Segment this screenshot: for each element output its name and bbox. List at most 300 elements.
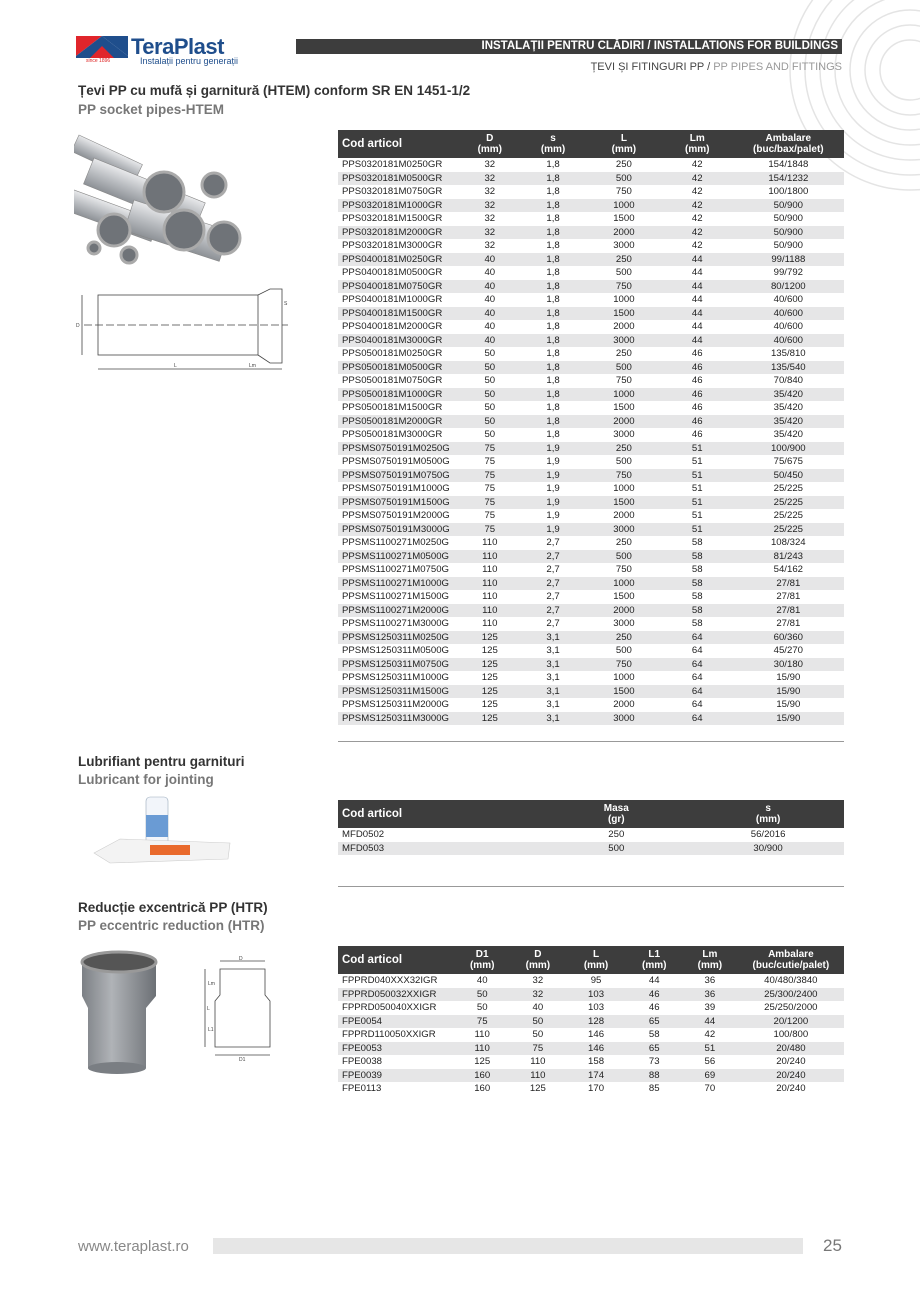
value-cell: 1,8 (520, 334, 586, 348)
value-cell: 1,8 (546, 294, 560, 305)
value-cell: 81/243 (733, 550, 844, 564)
value-cell: 51 (662, 469, 733, 483)
value-cell: 3,1 (520, 658, 586, 672)
table-row (338, 563, 844, 577)
item-code-cell: PPSMS0750191M0750G (338, 469, 459, 483)
item-code-cell: FPE0038 (342, 1056, 383, 1067)
table-row (338, 1069, 844, 1083)
table-row (338, 334, 844, 348)
item-code-cell: PPS0320181M0500GR (338, 172, 459, 186)
table-row (338, 1001, 844, 1015)
table-row (338, 172, 844, 186)
page-number: 25 (823, 1236, 842, 1255)
value-cell: 1000 (613, 294, 635, 305)
item-code-cell: PPS0400181M3000GR (338, 334, 459, 348)
item-code-cell: PPS0500181M2000GR (338, 415, 459, 429)
value-cell: 1,8 (546, 321, 560, 332)
value-cell: 50 (459, 388, 520, 402)
value-cell: 125 (474, 1056, 491, 1067)
item-code-cell: PPSMS1250311M1000G (342, 672, 450, 683)
value-cell: 56/2016 (750, 829, 786, 840)
value-cell: 46 (691, 429, 703, 440)
item-code-cell: PPS0500181M1000GR (338, 388, 459, 402)
value-cell: 40 (532, 1002, 544, 1013)
value-cell: 750 (586, 658, 662, 672)
item-code-cell: PPSMS0750191M1500G (338, 496, 459, 510)
value-cell: 40 (484, 294, 496, 305)
item-code-cell: PPS0320181M2000GR (338, 226, 459, 240)
value-cell: 750 (586, 280, 662, 294)
value-cell: 3000 (613, 240, 635, 251)
column-header: Cod articol (338, 800, 540, 828)
pipes-photo (74, 130, 249, 268)
table-header-row (338, 130, 844, 158)
value-cell: 1000 (613, 672, 635, 683)
item-code-cell: PPSMS1250311M1500G (338, 685, 459, 699)
value-cell: 36 (682, 988, 738, 1002)
value-cell: 110 (530, 1056, 546, 1067)
value-cell: 50 (459, 415, 520, 429)
value-cell: 2,7 (546, 537, 560, 548)
value-cell: 125 (459, 658, 520, 672)
value-cell: 25/250/2000 (764, 1002, 818, 1013)
item-code-cell: PPS0400181M2000GR (342, 321, 443, 332)
item-code-cell: PPS0400181M0750GR (338, 280, 459, 294)
table-row (338, 974, 844, 988)
value-cell: 500 (615, 456, 632, 467)
value-cell: 750 (586, 469, 662, 483)
value-cell: 1,8 (520, 280, 586, 294)
table-row (338, 1015, 844, 1029)
value-cell: 32 (510, 988, 566, 1002)
value-cell: 110 (482, 537, 498, 548)
table-row (338, 658, 844, 672)
value-cell: 3,1 (546, 699, 560, 710)
table-header-row (338, 946, 844, 974)
item-code-cell: PPSMS1250311M0750G (338, 658, 459, 672)
value-cell: 65 (626, 1042, 682, 1056)
value-cell: 2000 (586, 604, 662, 618)
value-cell: 3000 (586, 523, 662, 537)
value-cell: 174 (566, 1069, 627, 1083)
value-cell: 125 (459, 631, 520, 645)
column-header: Cod articol (338, 130, 459, 158)
value-cell: 51 (662, 442, 733, 456)
value-cell: 1000 (586, 388, 662, 402)
value-cell: 128 (566, 1015, 627, 1029)
item-code-cell: FPPRD050032XXIGR (338, 988, 454, 1002)
section-title-en: PP socket pipes-HTEM (78, 102, 225, 117)
value-cell: 70 (704, 1083, 716, 1094)
value-cell: 40 (484, 321, 496, 332)
value-cell: 46 (691, 402, 703, 413)
reduction-drawing (195, 955, 280, 1063)
value-cell: 125 (481, 672, 498, 683)
table-row (338, 988, 844, 1002)
value-cell: 2000 (613, 699, 635, 710)
value-cell: 110 (482, 591, 498, 602)
value-cell: 250 (586, 253, 662, 267)
value-cell: 2000 (586, 226, 662, 240)
reduction-photo (74, 948, 164, 1076)
value-cell: 46 (662, 388, 733, 402)
value-cell: 110 (459, 550, 520, 564)
value-cell: 45/270 (773, 645, 803, 656)
value-cell: 42 (662, 199, 733, 213)
value-cell: 46 (691, 348, 703, 359)
value-cell: 146 (588, 1029, 605, 1040)
item-code-cell: FPPRD050040XXIGR (342, 1002, 437, 1013)
value-cell: 1,8 (520, 199, 586, 213)
value-cell: 3,1 (520, 685, 586, 699)
value-cell: 110 (459, 604, 520, 618)
value-cell: 40 (484, 267, 496, 278)
value-cell: 70/840 (773, 375, 803, 386)
column-header: Cod articol (338, 946, 454, 974)
item-code-cell: PPS0320181M1500GR (342, 213, 443, 224)
table-row (338, 1042, 844, 1056)
item-code-cell: PPSMS0750191M2000G (342, 510, 450, 521)
value-cell: 25/225 (773, 483, 803, 494)
table-row (338, 401, 844, 415)
value-cell: 60/360 (733, 631, 844, 645)
value-cell: 42 (704, 1029, 716, 1040)
value-cell: 32 (532, 975, 544, 986)
table-row (338, 320, 844, 334)
value-cell: 1,8 (546, 267, 560, 278)
value-cell: 20/1200 (738, 1015, 844, 1029)
value-cell: 75 (459, 523, 520, 537)
value-cell: 44 (691, 267, 703, 278)
value-cell: 40 (476, 975, 488, 986)
value-cell: 50 (484, 402, 496, 413)
table-header-row (338, 800, 844, 828)
value-cell: 20/240 (738, 1069, 844, 1083)
drawing-label-l: L (174, 363, 177, 369)
column-header: Ambalare (buc/cutie/palet) (738, 946, 844, 974)
value-cell: 42 (691, 240, 703, 251)
pipe-drawing (74, 285, 294, 373)
value-cell: 3000 (613, 618, 635, 629)
value-cell: 103 (588, 1002, 605, 1013)
value-cell: 1500 (586, 685, 662, 699)
value-cell: 2,7 (520, 577, 586, 591)
value-cell: 50 (484, 429, 496, 440)
table-row (338, 1082, 844, 1096)
table-row (338, 842, 844, 856)
subcategory-ro: ȚEVI ȘI FITINGURI PP (590, 61, 705, 73)
column-header: D1 (mm) (454, 946, 510, 974)
value-cell: 36 (704, 975, 716, 986)
table-row (338, 577, 844, 591)
column-header: Lm (mm) (682, 946, 738, 974)
column-header: L1 (mm) (626, 946, 682, 974)
value-cell: 154/1848 (768, 159, 809, 170)
value-cell: 50/900 (733, 199, 844, 213)
category-bar: INSTALAȚII PENTRU CLĂDIRI / INSTALLATIONS FOR BUILDINGS (296, 39, 842, 54)
website-link[interactable]: www.teraplast.ro (78, 1238, 189, 1255)
value-cell: 40 (459, 334, 520, 348)
table-row (338, 266, 844, 280)
value-cell: 1,9 (520, 442, 586, 456)
value-cell: 46 (648, 1002, 660, 1013)
value-cell: 42 (662, 172, 733, 186)
value-cell: 40 (459, 280, 520, 294)
value-cell: 25/225 (733, 496, 844, 510)
drawing-label-lm: Lm (208, 981, 215, 987)
value-cell: 40/600 (733, 334, 844, 348)
value-cell: 40 (459, 307, 520, 321)
value-cell: 110 (459, 577, 520, 591)
drawing-label-s: S (284, 301, 288, 307)
footer-bar (213, 1238, 803, 1254)
value-cell: 51 (691, 456, 703, 467)
value-cell: 15/90 (733, 685, 844, 699)
item-code-cell: PPS0400181M0500GR (342, 267, 443, 278)
value-cell: 500 (615, 267, 632, 278)
value-cell: 75/675 (773, 456, 803, 467)
drawing-label-d: D (239, 956, 243, 962)
table-row (338, 293, 844, 307)
value-cell: 160 (454, 1069, 510, 1083)
value-cell: 125 (459, 712, 520, 726)
value-cell: 15/90 (776, 672, 801, 683)
value-cell: 58 (691, 591, 703, 602)
value-cell: 54/162 (773, 564, 803, 575)
value-cell: 46 (691, 375, 703, 386)
value-cell: 40 (459, 253, 520, 267)
table-row (338, 550, 844, 564)
value-cell: 100/800 (773, 1029, 809, 1040)
item-code-cell: MFD0502 (342, 829, 385, 840)
table-row (338, 185, 844, 199)
value-cell: 1,8 (520, 388, 586, 402)
value-cell: 135/540 (733, 361, 844, 375)
value-cell: 25/225 (733, 523, 844, 537)
value-cell: 125 (529, 1083, 546, 1094)
item-code-cell: FPE0054 (338, 1015, 454, 1029)
value-cell: 44 (662, 307, 733, 321)
section-title-ro: Lubrifiant pentru garnituri (78, 754, 245, 769)
value-cell: 1,8 (520, 361, 586, 375)
value-cell: 160 (474, 1083, 491, 1094)
value-cell: 75 (459, 442, 520, 456)
value-cell: 110 (454, 1042, 510, 1056)
value-cell: 3,1 (520, 631, 586, 645)
value-cell: 51 (662, 496, 733, 510)
table-row (338, 226, 844, 240)
value-cell: 110 (510, 1069, 566, 1083)
table-row (338, 604, 844, 618)
table-row (338, 239, 844, 253)
section-divider (338, 741, 844, 742)
value-cell: 3,1 (546, 672, 560, 683)
value-cell: 64 (662, 631, 733, 645)
value-cell: 1,8 (520, 172, 586, 186)
value-cell: 250 (615, 348, 632, 359)
table-row (338, 685, 844, 699)
brand-since: since 1896 (86, 58, 111, 64)
value-cell: 50 (454, 988, 510, 1002)
subcategory-en: PP PIPES AND FITTINGS (713, 61, 842, 73)
value-cell: 1,8 (546, 375, 560, 386)
value-cell: 1500 (613, 591, 635, 602)
section-title-en: PP eccentric reduction (HTR) (78, 918, 265, 933)
value-cell: 2,7 (546, 618, 560, 629)
value-cell: 750 (615, 375, 632, 386)
item-code-cell: PPS0500181M0500GR (338, 361, 459, 375)
value-cell: 1000 (586, 577, 662, 591)
value-cell: 1,8 (546, 186, 560, 197)
value-cell: 2,7 (520, 604, 586, 618)
table-row (338, 428, 844, 442)
value-cell: 1,8 (546, 348, 560, 359)
value-cell: 58 (691, 618, 703, 629)
value-cell: 50/900 (733, 226, 844, 240)
section-title-ro: Țevi PP cu mufă și garnitură (HTEM) conform SR EN 1451-1/2 (78, 83, 471, 98)
value-cell: 44 (691, 294, 703, 305)
item-code-cell: PPS0400181M1500GR (338, 307, 459, 321)
value-cell: 80/1200 (733, 280, 844, 294)
item-code-cell: PPSMS0750191M3000G (338, 523, 459, 537)
value-cell: 1,9 (546, 483, 560, 494)
item-code-cell: PPS0320181M3000GR (342, 240, 443, 251)
item-code-cell: PPSMS1100271M0250G (342, 537, 450, 548)
value-cell: 56 (704, 1056, 716, 1067)
value-cell: 20/240 (776, 1056, 806, 1067)
value-cell: 32 (484, 213, 496, 224)
table-row (338, 1055, 844, 1069)
eccentric-reduction-table (338, 946, 844, 1096)
value-cell: 32 (484, 186, 496, 197)
table-row (338, 307, 844, 321)
value-cell: 64 (691, 672, 703, 683)
column-header: Masa (gr) (540, 800, 692, 828)
value-cell: 3000 (586, 712, 662, 726)
section-title-ro: Reducție excentrică PP (HTR) (78, 900, 268, 915)
value-cell: 42 (691, 186, 703, 197)
value-cell: 64 (662, 712, 733, 726)
value-cell: 50/900 (773, 240, 803, 251)
value-cell: 75 (459, 469, 520, 483)
value-cell: 2000 (613, 321, 635, 332)
value-cell: 58 (691, 564, 703, 575)
value-cell: 27/81 (776, 618, 801, 629)
item-code-cell: PPSMS0750191M0500G (342, 456, 450, 467)
value-cell: 32 (459, 199, 520, 213)
value-cell: 3,1 (546, 645, 560, 656)
value-cell: 110 (474, 1029, 490, 1040)
value-cell: 2,7 (546, 564, 560, 575)
item-code-cell: MFD0503 (338, 842, 540, 856)
value-cell: 1,9 (520, 523, 586, 537)
item-code-cell: PPSMS1100271M0750G (342, 564, 450, 575)
drawing-label-lm: Lm (249, 363, 256, 369)
value-cell: 1,8 (546, 429, 560, 440)
value-cell: 50 (476, 1002, 488, 1013)
value-cell: 32 (459, 226, 520, 240)
item-code-cell: FPPRD040XXX32IGR (342, 975, 438, 986)
value-cell: 500 (586, 172, 662, 186)
table-row (338, 199, 844, 213)
value-cell: 15/90 (733, 712, 844, 726)
value-cell: 51 (662, 523, 733, 537)
table-row (338, 509, 844, 523)
column-header: D (mm) (510, 946, 566, 974)
value-cell: 50 (532, 1029, 544, 1040)
value-cell: 1500 (613, 213, 635, 224)
value-cell: 46 (662, 415, 733, 429)
value-cell: 40/600 (773, 294, 803, 305)
value-cell: 1,8 (520, 253, 586, 267)
subcategory-sep: / (704, 61, 714, 73)
value-cell: 750 (615, 564, 632, 575)
value-cell: 39 (704, 1002, 716, 1013)
column-header: Ambalare (buc/bax/palet) (733, 130, 844, 158)
table-row (338, 671, 844, 685)
value-cell: 50 (459, 361, 520, 375)
item-code-cell: PPSMS0750191M0250G (338, 442, 459, 456)
table-row (338, 280, 844, 294)
value-cell: 500 (586, 550, 662, 564)
value-cell: 32 (484, 159, 496, 170)
value-cell: 35/420 (773, 402, 803, 413)
value-cell: 110 (482, 618, 498, 629)
value-cell: 58 (662, 550, 733, 564)
value-cell: 30/900 (692, 842, 844, 856)
value-cell: 75 (510, 1042, 566, 1056)
value-cell: 44 (691, 321, 703, 332)
table-row (338, 496, 844, 510)
value-cell: 75 (484, 510, 496, 521)
value-cell: 35/420 (773, 429, 803, 440)
value-cell: 30/180 (733, 658, 844, 672)
value-cell: 1,9 (520, 469, 586, 483)
value-cell: 125 (459, 685, 520, 699)
value-cell: 35/420 (733, 388, 844, 402)
item-code-cell: PPS0320181M0750GR (342, 186, 443, 197)
value-cell: 500 (586, 361, 662, 375)
table-row (338, 388, 844, 402)
value-cell: 750 (615, 186, 632, 197)
item-code-cell: FPE0113 (342, 1083, 382, 1094)
value-cell: 2,7 (546, 591, 560, 602)
drawing-label-l: L (207, 1006, 210, 1012)
value-cell: 42 (662, 226, 733, 240)
value-cell: 1,8 (520, 226, 586, 240)
item-code-cell: FPPRD110050XXIGR (342, 1029, 436, 1040)
value-cell: 44 (662, 334, 733, 348)
htem-pipes-table (338, 130, 844, 725)
item-code-cell: PPSMS1100271M2000G (338, 604, 459, 618)
value-cell: 250 (615, 537, 632, 548)
value-cell: 500 (615, 645, 632, 656)
value-cell: 27/81 (733, 577, 844, 591)
item-code-cell: PPSMS1100271M0500G (338, 550, 459, 564)
value-cell: 158 (588, 1056, 605, 1067)
drawing-label-d1: D1 (239, 1057, 246, 1063)
table-row (338, 212, 844, 226)
value-cell: 1,8 (546, 402, 560, 413)
value-cell: 65 (626, 1015, 682, 1029)
value-cell: 42 (691, 213, 703, 224)
column-header: s (mm) (692, 800, 844, 828)
value-cell: 25/300/2400 (738, 988, 844, 1002)
value-cell: 58 (648, 1029, 660, 1040)
value-cell: 99/1188 (733, 253, 844, 267)
value-cell: 44 (648, 975, 660, 986)
table-row (338, 536, 844, 550)
